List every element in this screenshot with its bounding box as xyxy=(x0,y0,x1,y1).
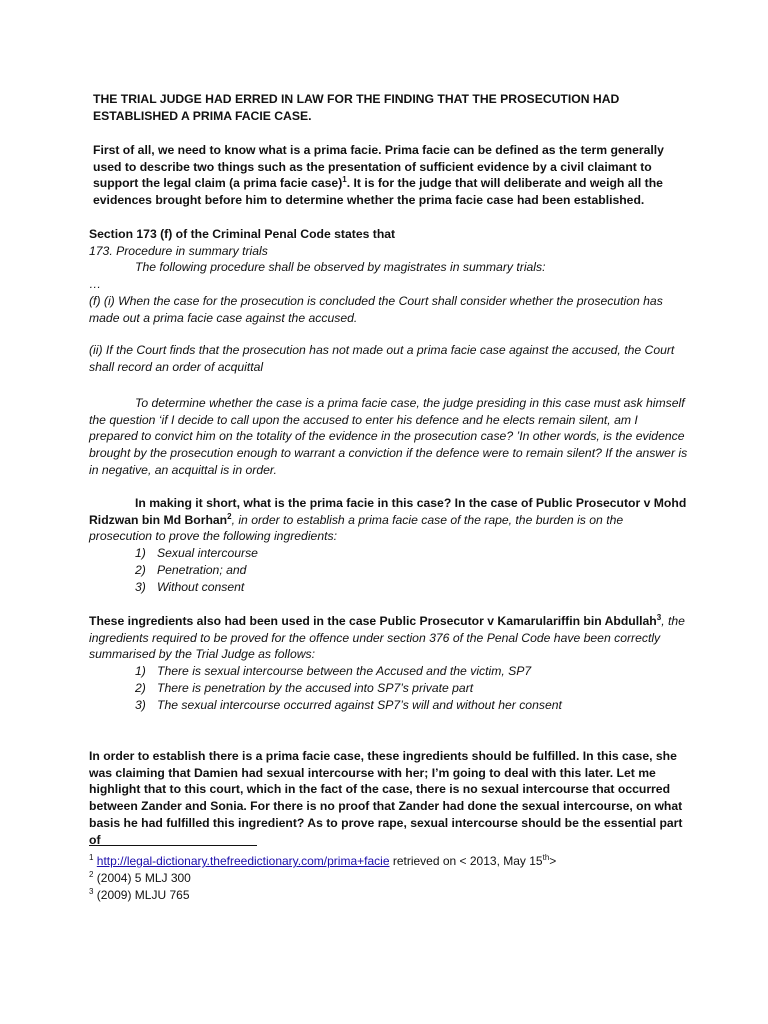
section-line-1: The following procedure shall be observed by magistrates in summary trials: xyxy=(135,260,546,275)
footnote-1-link[interactable]: http://legal-dictionary.thefreedictionary.com/prima+facie xyxy=(96,854,390,868)
these-ingredients-paragraph: These ingredients also had been used in the case Public Prosecutor v Kamarulariffin bin Abdullah$^3$, the ingredients required to be proved for the offence under section 376 of the Penal Code have been correctly summarised by the Trial Judge as follows: 1) There is sexual intercourse between the Accused and the victim, SP7 2) There is penetration by the accused into SP7’s private part 3) The sexual intercourse occurred against SP7’s will and without her consent xyxy=(89,613,689,713)
section-f-i: (f) (i) When the case for the prosecution is concluded the Court shall consider whether the prosecution has made out a prima facie case against the accused. xyxy=(89,293,663,325)
footnote-ref-2: 2 xyxy=(227,511,232,521)
list-item: 3) The sexual intercourse occurred against SP7’s will and without her consent xyxy=(135,697,562,712)
footnote-divider xyxy=(89,845,257,846)
list-item: 1) Sexual intercourse xyxy=(135,546,258,561)
footnote-ref-3: 3 xyxy=(656,612,662,622)
section-ellipsis: … xyxy=(89,277,102,292)
ingredients-list-1 xyxy=(89,545,689,595)
footnote-1: $^1$ http://legal-dictionary.thefreedictionary.com/prima+facie retrieved on < 2013, May 15th> xyxy=(89,853,557,868)
section-f-ii: (ii) If the Court finds that the prosecution has not made out a prima facie case against the accused, the Court shall record an order of acquittal xyxy=(89,343,675,374)
establish-paragraph: In order to establish there is a prima facie case, these ingredients should be fulfilled. In this case, she was claiming that Damien had sexual intercourse with her; I’m going to deal with this later. Let me highlight that to this court, which in the fact of the case, there is no sexual intercourse that occurred between Zander and Sonia. For there is no proof that Zander had done the sexual intercourse, on what basis he had fulfilled this ingredient? As to prove rape, sexual intercourse should be the essential part of xyxy=(89,749,683,847)
footnote-ref-1: 1 xyxy=(342,175,347,185)
footnote-3: $^3$ (2009) MLJU 765 xyxy=(89,887,190,902)
making-short-paragraph: In making it short, what is the prima facie in this case? In the case of Public Prosecutor v Mohd Ridzwan bin Md Borhan$^2$, in order to establish a prima facie case of the rape, the burden is on the prosecution to prove the following ingredients: 1) Sexual intercourse 2) Penetration; and 3) Without consent xyxy=(89,495,689,595)
list-item: 2) There is penetration by the accused into SP7’s private part xyxy=(135,680,474,695)
list-item: 3) Without consent xyxy=(135,579,245,594)
list-item: 2) Penetration; and xyxy=(135,562,247,577)
determine-paragraph: To determine whether the case is a prima facie case, the judge presiding in this case must ask himself the question ‘if I decide to call upon the accused to enter his defence and he elects remain silent, am I prepared to convict him on the totality of the evidence in the prosecution case? ’In other words, is the evidence brought by the prosecution enough to warrant a conviction if the defence were to remain silent? If the answer is in negative, an acquittal is in order. xyxy=(89,396,688,477)
list-item: 1) There is sexual intercourse between the Accused and the victim, SP7 xyxy=(135,664,532,679)
section-title: Section 173 (f) of the Criminal Penal Code states that xyxy=(89,227,396,241)
document-heading: THE TRIAL JUDGE HAD ERRED IN LAW FOR THE FINDING THAT THE PROSECUTION HAD ESTABLISHED A PRIMA FACIE CASE. xyxy=(93,92,620,123)
ingredients-list-2 xyxy=(89,663,689,713)
intro-paragraph: First of all, we need to know what is a prima facie. Prima facie can be defined as the term generally used to describe two things such as the presentation of sufficient evidence by a civil claimant to support the legal claim (a prima facie case)$^1$. It is for the judge that will deliberate and weigh all the evidences brought before him to determine whether the prima facie case had been established. xyxy=(93,143,664,208)
footnote-2: $^2$ (2004) 5 MLJ 300 xyxy=(89,870,191,885)
section-subtitle: 173. Procedure in summary trials xyxy=(89,243,268,258)
section-173-block xyxy=(89,226,689,376)
